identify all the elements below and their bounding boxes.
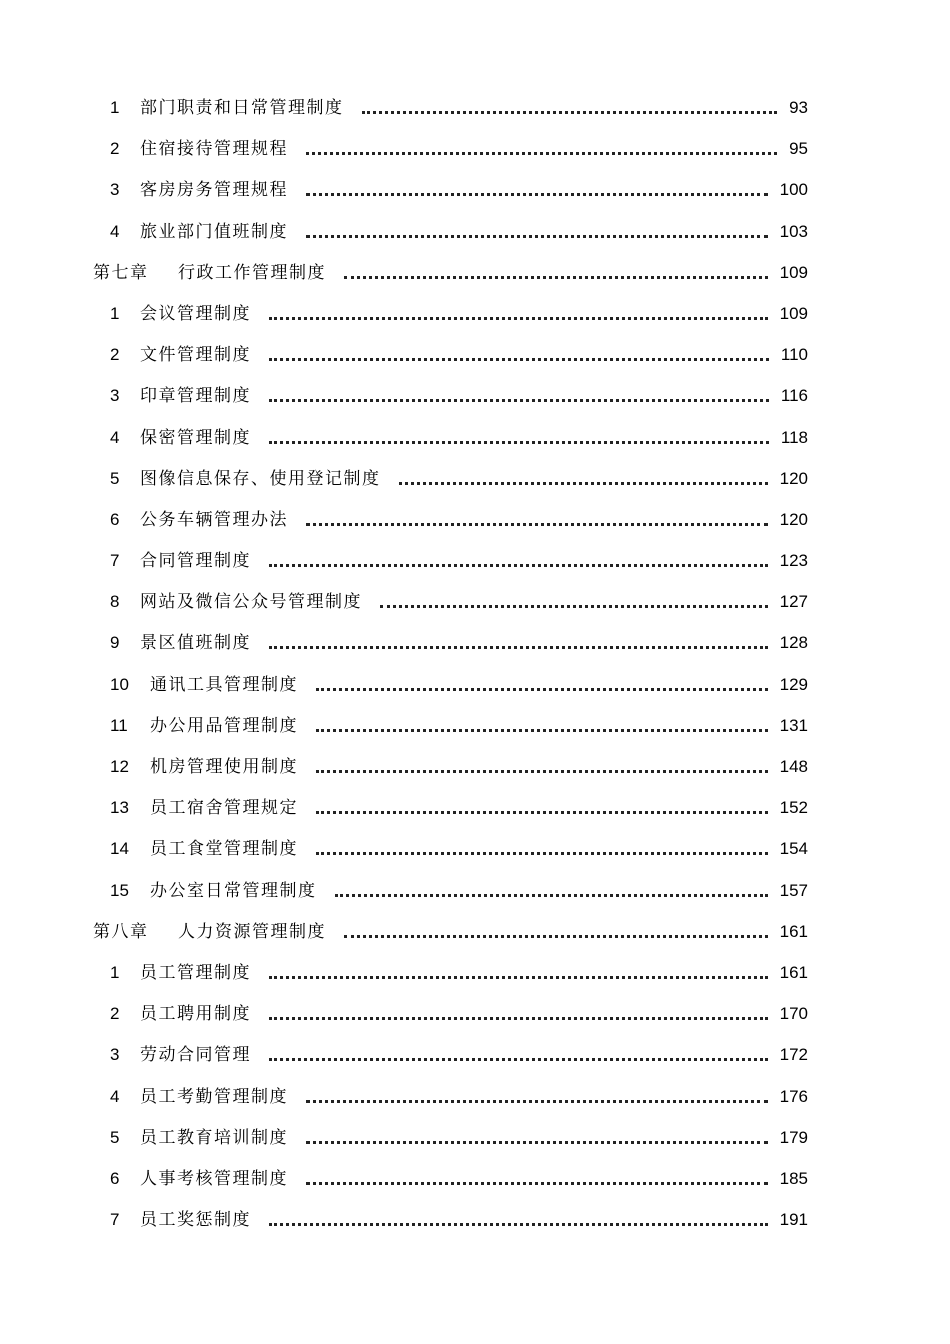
toc-entry-title: 公务车辆管理办法	[140, 509, 288, 530]
toc-entry-row[interactable]	[0, 746, 950, 787]
toc-dot-leader	[306, 152, 777, 155]
toc-entry-page-number: 109	[779, 303, 808, 323]
toc-entry-page-number: 191	[779, 1210, 808, 1230]
toc-entry-title: 行政工作管理制度	[178, 262, 326, 283]
toc-entry-row[interactable]	[0, 705, 950, 746]
toc-entry-page-number: 185	[779, 1168, 808, 1188]
toc-dot-leader	[306, 1100, 768, 1103]
toc-entry-row[interactable]	[0, 664, 950, 705]
toc-entry-title: 住宿接待管理规程	[140, 139, 288, 160]
toc-dot-leader	[306, 1182, 768, 1185]
toc-entry-title: 员工宿舍管理规定	[150, 798, 298, 819]
toc-entry-number: 4	[110, 427, 120, 447]
toc-entry-row[interactable]	[0, 458, 950, 499]
toc-entry-page-number: 161	[779, 921, 808, 941]
toc-dot-leader	[269, 1223, 768, 1226]
toc-dot-leader	[335, 894, 768, 897]
toc-entry-title: 员工奖惩制度	[140, 1210, 251, 1231]
toc-entry-page-number: 179	[779, 1127, 808, 1147]
toc-entry-number: 2	[110, 139, 120, 159]
toc-dot-leader	[269, 358, 769, 361]
toc-entry-title: 合同管理制度	[140, 551, 251, 572]
toc-entry-page-number: 123	[779, 551, 808, 571]
toc-entry-row[interactable]	[0, 169, 950, 210]
toc-entry-title: 图像信息保存、使用登记制度	[140, 468, 381, 489]
toc-dot-leader	[269, 441, 769, 444]
toc-entry-number: 14	[110, 839, 129, 859]
toc-entry-row[interactable]	[0, 952, 950, 993]
toc-entry-number: 12	[110, 757, 129, 776]
toc-dot-leader	[316, 770, 768, 773]
toc-entry-title: 员工考勤管理制度	[140, 1086, 288, 1107]
toc-entry-number: 7	[110, 551, 120, 571]
toc-dot-leader	[269, 564, 768, 567]
toc-entry-page-number: 154	[779, 839, 808, 859]
toc-entry-number: 7	[110, 1210, 120, 1230]
toc-entry-number: 4	[110, 221, 120, 241]
toc-entry-row[interactable]	[0, 417, 950, 458]
toc-entry-row[interactable]	[0, 1076, 950, 1117]
toc-entry-page-number: 100	[779, 180, 808, 200]
toc-entry-number: 第八章	[93, 921, 149, 942]
toc-entry-row[interactable]	[0, 540, 950, 581]
toc-entry-page-number: 103	[779, 221, 808, 241]
toc-entry-row[interactable]	[0, 787, 950, 828]
toc-entry-title: 旅业部门值班制度	[140, 221, 288, 242]
toc-dot-leader	[306, 235, 768, 238]
toc-entry-row[interactable]	[0, 828, 950, 869]
toc-chapter-row[interactable]	[0, 911, 950, 952]
toc-entry-row[interactable]	[0, 375, 950, 416]
toc-entry-number: 5	[110, 1127, 120, 1147]
toc-entry-title: 景区值班制度	[140, 633, 251, 654]
toc-entry-title: 员工食堂管理制度	[150, 839, 298, 860]
toc-dot-leader	[316, 688, 768, 691]
toc-entry-title: 人力资源管理制度	[178, 921, 326, 942]
toc-dot-leader	[316, 852, 768, 855]
toc-dot-leader	[362, 111, 777, 114]
toc-entry-page-number: 127	[779, 592, 808, 612]
toc-chapter-row[interactable]	[0, 252, 950, 293]
toc-entry-row[interactable]	[0, 128, 950, 169]
toc-entry-row[interactable]	[0, 334, 950, 375]
toc-entry-number: 6	[110, 1168, 120, 1188]
toc-entry-title: 通讯工具管理制度	[150, 674, 298, 695]
toc-entry-page-number: 120	[779, 509, 808, 529]
toc-entry-number: 1	[110, 962, 120, 982]
toc-entry-number: 3	[110, 180, 120, 200]
toc-entry-page-number: 95	[789, 139, 808, 159]
toc-entry-number: 1	[110, 98, 120, 117]
toc-entry-number: 3	[110, 1045, 120, 1065]
toc-entry-title: 机房管理使用制度	[150, 757, 298, 777]
toc-entry-page-number: 176	[779, 1086, 808, 1106]
toc-entry-number: 15	[110, 880, 129, 900]
toc-entry-number: 6	[110, 509, 120, 529]
toc-entry-row[interactable]	[0, 1158, 950, 1199]
toc-entry-number: 第七章	[93, 262, 149, 283]
toc-entry-page-number: 172	[779, 1045, 808, 1065]
toc-dot-leader	[344, 935, 768, 938]
toc-entry-row[interactable]	[0, 870, 950, 911]
toc-entry-number: 4	[110, 1086, 120, 1106]
toc-entry-title: 文件管理制度	[140, 345, 251, 366]
toc-dot-leader	[269, 1058, 768, 1061]
toc-entry-number: 10	[110, 674, 129, 694]
toc-entry-number: 3	[110, 386, 120, 406]
toc-entry-title: 保密管理制度	[140, 427, 251, 448]
toc-entry-row[interactable]	[0, 581, 950, 622]
toc-entry-row[interactable]	[0, 1117, 950, 1158]
toc-dot-leader	[344, 276, 768, 279]
toc-entry-page-number: 129	[779, 674, 808, 694]
toc-entry-page-number: 110	[780, 345, 808, 365]
toc-dot-leader	[306, 193, 768, 196]
toc-dot-leader	[269, 1017, 768, 1020]
table-of-contents	[0, 87, 950, 1240]
toc-entry-page-number: 118	[780, 427, 808, 447]
toc-entry-title: 劳动合同管理	[140, 1045, 251, 1066]
toc-entry-title: 印章管理制度	[140, 386, 251, 407]
toc-entry-title: 部门职责和日常管理制度	[140, 98, 344, 118]
toc-dot-leader	[306, 1141, 768, 1144]
toc-entry-page-number: 148	[779, 757, 808, 776]
toc-entry-page-number: 93	[789, 98, 808, 117]
toc-entry-title: 办公室日常管理制度	[150, 880, 317, 901]
toc-entry-page-number: 157	[779, 880, 808, 900]
toc-entry-page-number: 128	[779, 633, 808, 653]
toc-entry-number: 2	[110, 1004, 120, 1024]
toc-entry-page-number: 161	[779, 962, 808, 982]
toc-entry-title: 人事考核管理制度	[140, 1168, 288, 1189]
toc-entry-row[interactable]	[0, 622, 950, 663]
toc-entry-title: 客房房务管理规程	[140, 180, 288, 201]
toc-entry-number: 8	[110, 592, 120, 612]
toc-dot-leader	[269, 317, 768, 320]
toc-entry-page-number: 152	[779, 798, 808, 818]
toc-entry-number: 13	[110, 798, 129, 818]
toc-entry-row[interactable]	[0, 499, 950, 540]
toc-entry-number: 2	[110, 345, 120, 365]
toc-dot-leader	[269, 646, 768, 649]
toc-entry-page-number: 116	[780, 386, 808, 406]
toc-entry-page-number: 109	[779, 262, 808, 282]
toc-dot-leader	[269, 976, 768, 979]
toc-entry-page-number: 120	[779, 468, 808, 488]
toc-entry-number: 5	[110, 468, 120, 488]
toc-entry-page-number: 131	[779, 715, 808, 735]
toc-dot-leader	[399, 482, 768, 485]
toc-entry-number: 1	[110, 303, 120, 323]
toc-entry-title: 员工教育培训制度	[140, 1127, 288, 1148]
toc-dot-leader	[306, 523, 768, 526]
toc-entry-number: 9	[110, 633, 120, 653]
toc-entry-row[interactable]	[0, 1034, 950, 1075]
toc-entry-title: 员工聘用制度	[140, 1004, 251, 1025]
toc-entry-title: 员工管理制度	[140, 962, 251, 983]
toc-entry-page-number: 170	[779, 1004, 808, 1024]
toc-entry-row[interactable]	[0, 293, 950, 334]
toc-dot-leader	[316, 729, 768, 732]
toc-entry-row[interactable]	[0, 1199, 950, 1240]
toc-entry-title: 网站及微信公众号管理制度	[140, 592, 362, 613]
toc-entry-row[interactable]	[0, 993, 950, 1034]
toc-entry-row[interactable]	[0, 211, 950, 252]
toc-entry-title: 办公用品管理制度	[150, 715, 298, 736]
toc-dot-leader	[269, 399, 769, 402]
toc-entry-title: 会议管理制度	[140, 303, 251, 324]
toc-dot-leader	[380, 605, 768, 608]
toc-entry-row[interactable]	[0, 87, 950, 128]
toc-entry-number: 11	[110, 715, 128, 735]
toc-dot-leader	[316, 811, 768, 814]
